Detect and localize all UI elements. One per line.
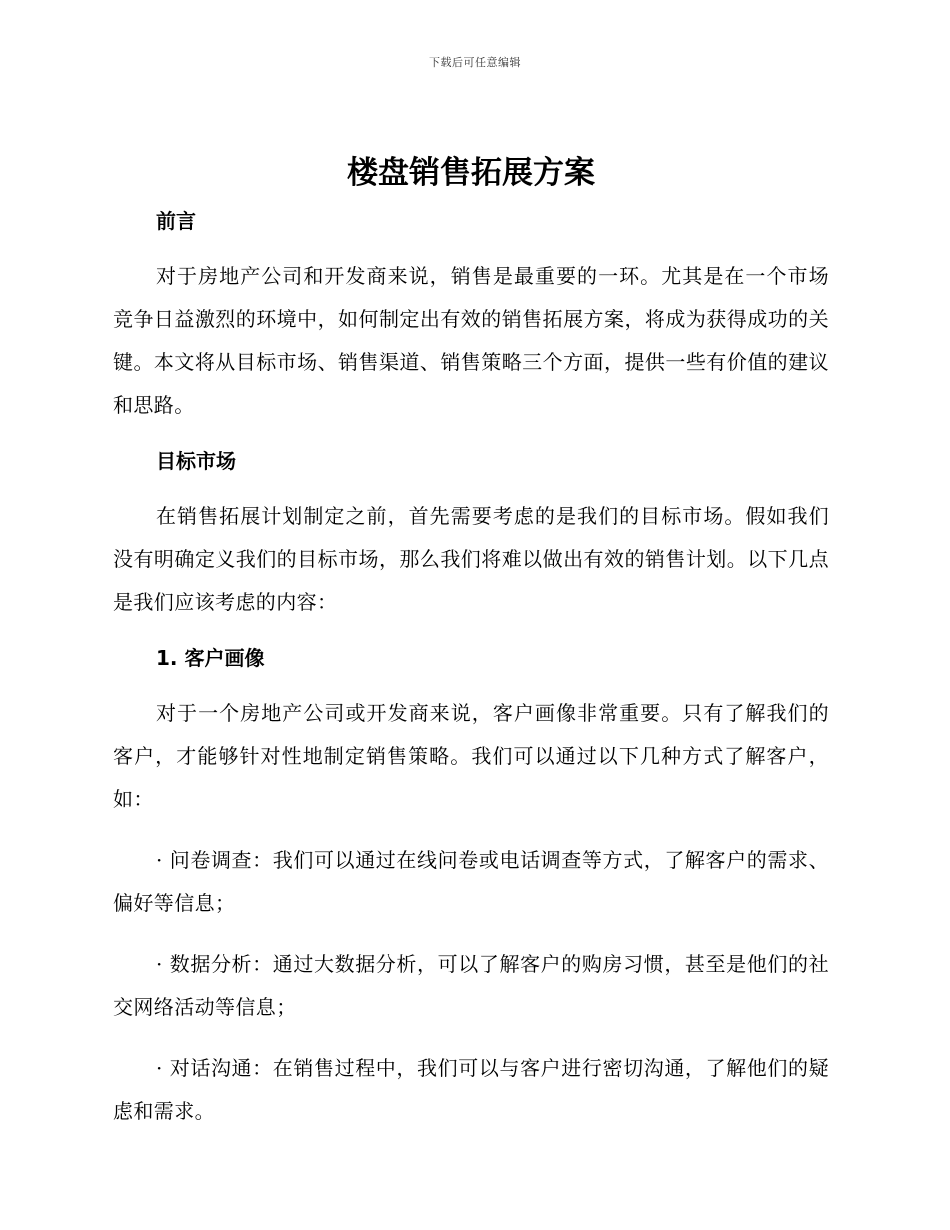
bullet-conversation: · 对话沟通：在销售过程中，我们可以与客户进行密切沟通，了解他们的疑虑和需求。 xyxy=(113,1056,829,1123)
header-note: 下载后可任意编辑 xyxy=(429,56,521,69)
document-title: 楼盘销售拓展方案 xyxy=(347,155,595,191)
paragraph-target-market: 在销售拓展计划制定之前，首先需要考虑的是我们的目标市场。假如我们没有明确定义我们的目标市场，那么我们将难以做出有效的销售计划。以下几点是我们应该考虑的内容： xyxy=(113,504,829,614)
bullet-survey: · 问卷调查：我们可以通过在线问卷或电话调查等方式，了解客户的需求、偏好等信息； xyxy=(113,848,829,915)
bullet-data-analysis: · 数据分析：通过大数据分析，可以了解客户的购房习惯，甚至是他们的社交网络活动等信息； xyxy=(113,952,829,1019)
paragraph-customer-persona: 对于一个房地产公司或开发商来说，客户画像非常重要。只有了解我们的客户，才能够针对性地制定销售策略。我们可以通过以下几种方式了解客户，如： xyxy=(113,701,829,811)
section-heading-preface: 前言 xyxy=(156,209,196,233)
section-heading-target-market: 目标市场 xyxy=(156,449,236,473)
paragraph-preface: 对于房地产公司和开发商来说，销售是最重要的一环。尤其是在一个市场竞争日益激烈的环境中，如何制定出有效的销售拓展方案，将成为获得成功的关键。本文将从目标市场、销售渠道、销售策略三个方面，提供一些有价值的建议和思路。 xyxy=(113,264,829,417)
section-heading-customer-persona: 1. 客户画像 xyxy=(156,646,265,670)
document-body xyxy=(113,145,829,1133)
